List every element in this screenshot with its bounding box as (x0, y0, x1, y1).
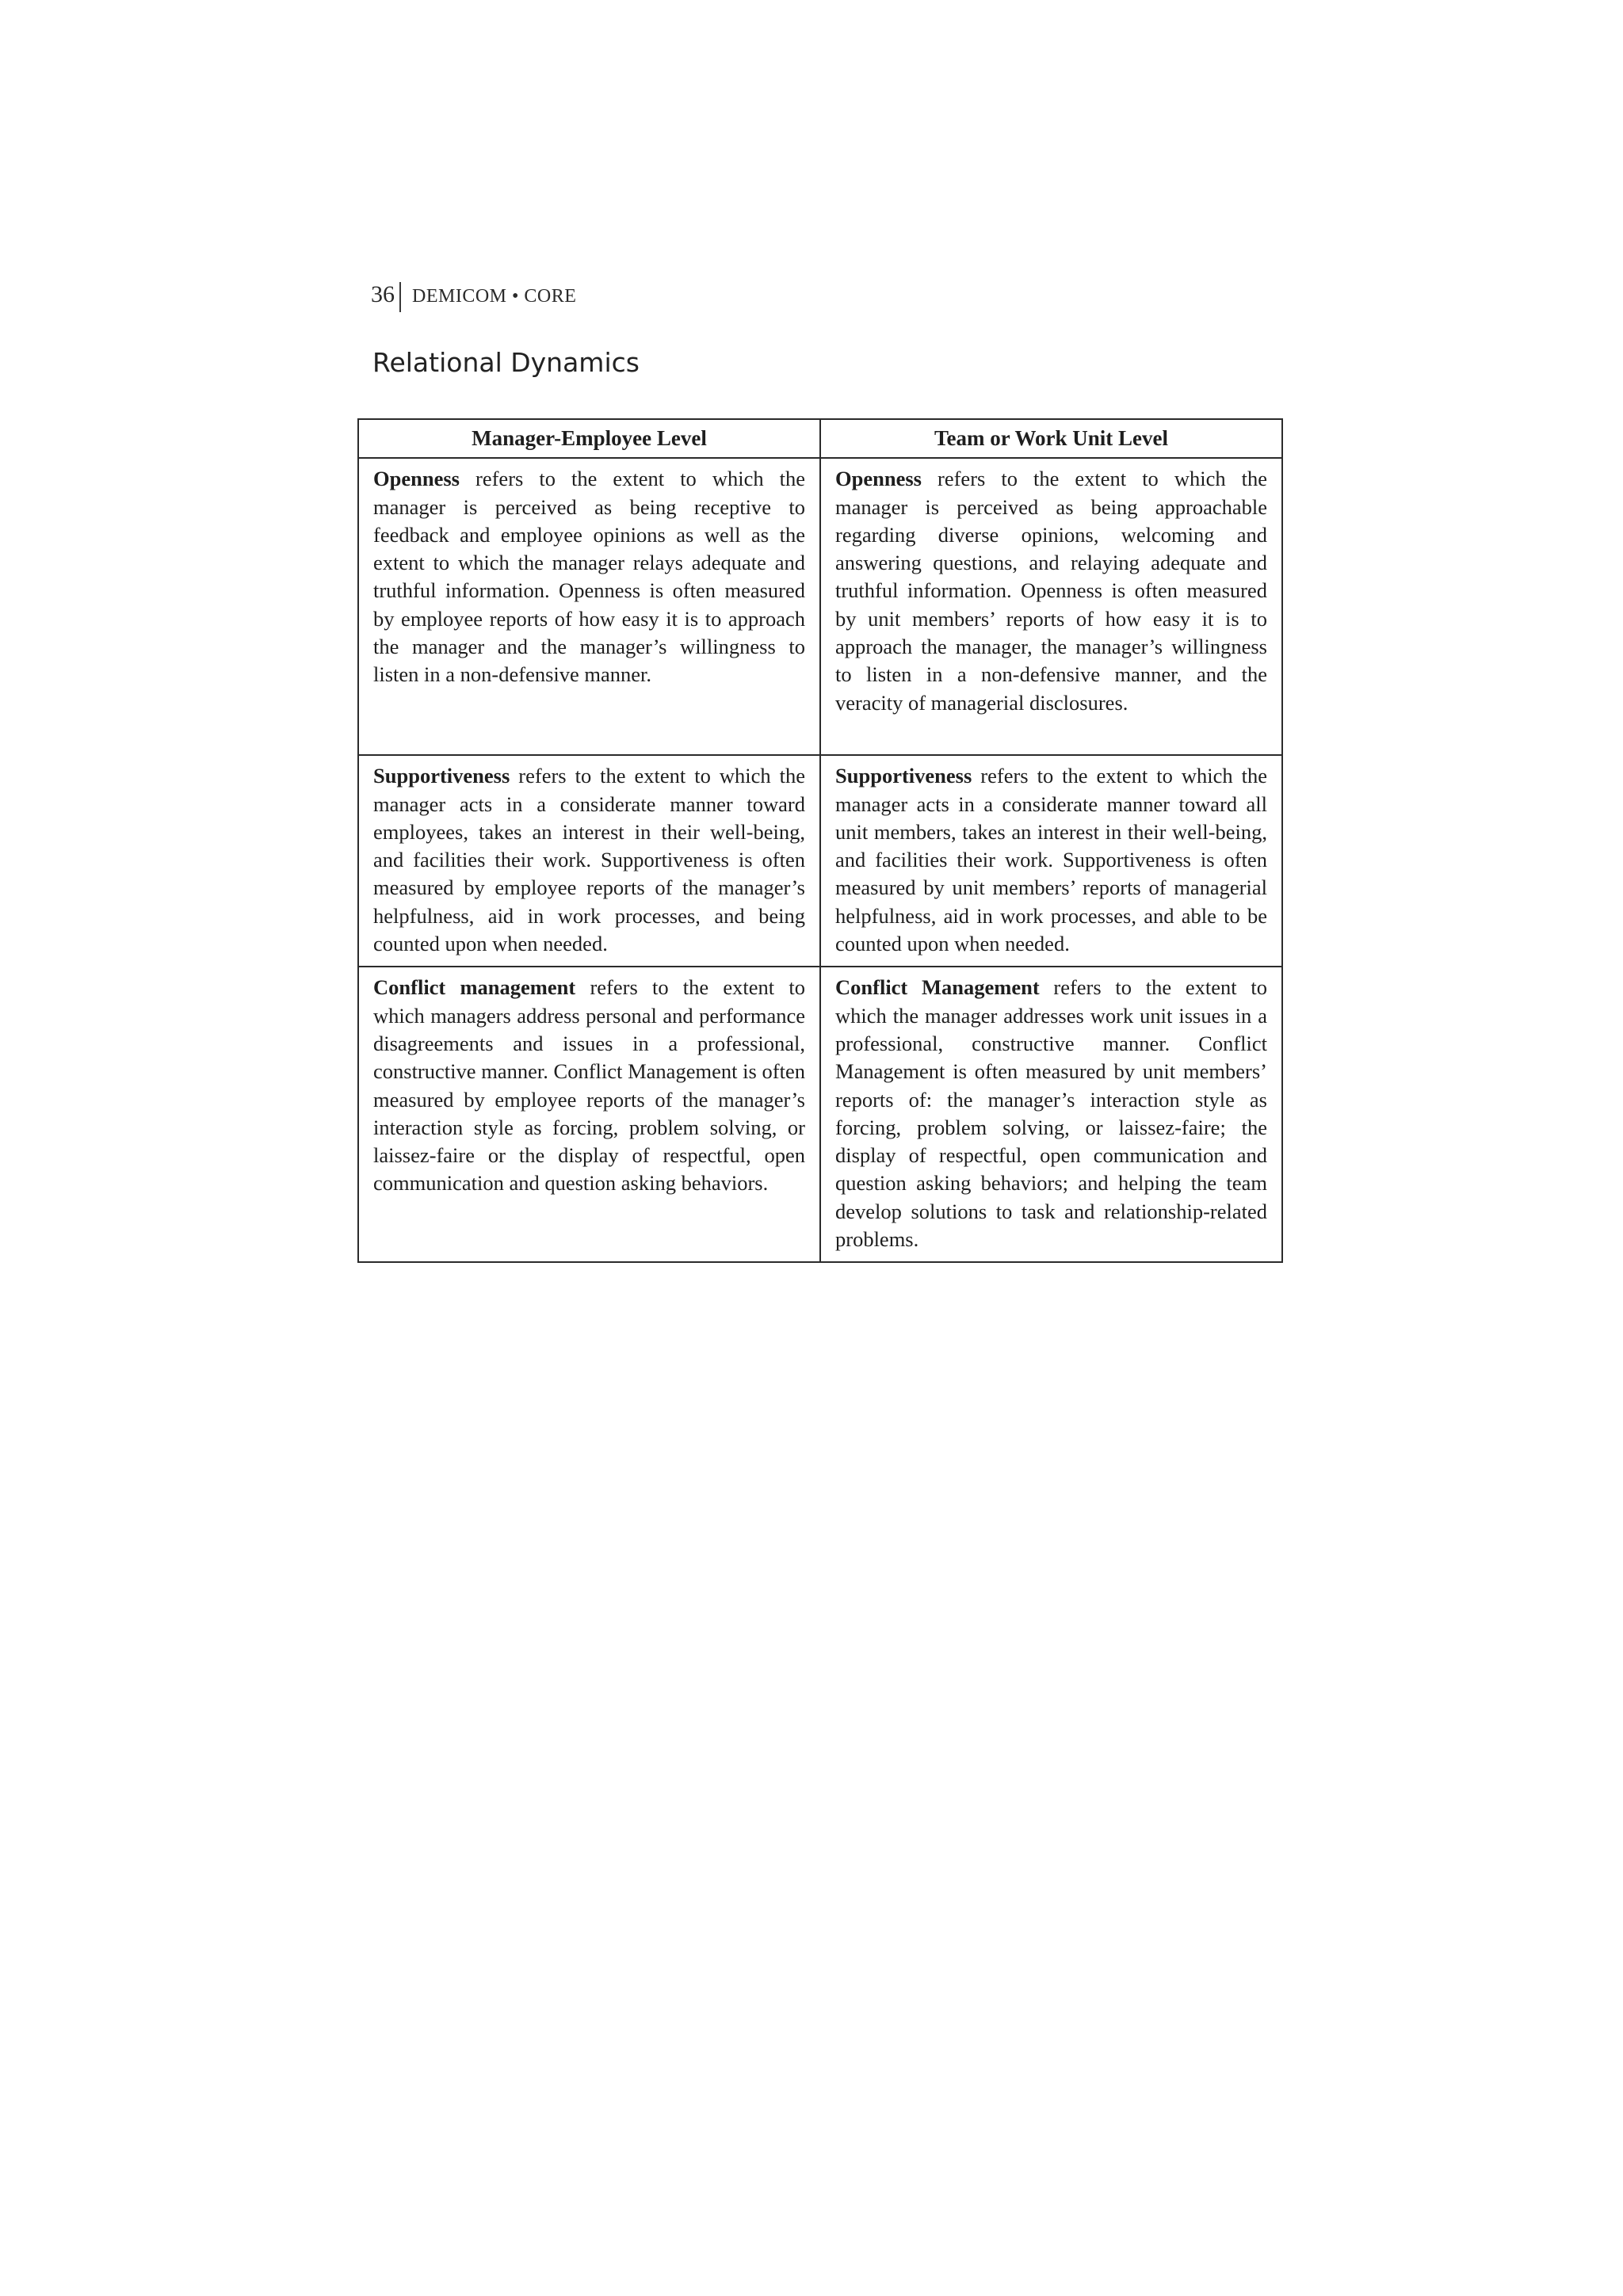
section-title: Relational Dynamics (372, 347, 640, 378)
term-label: Openness (373, 467, 460, 491)
journal-title: DEMICOM • CORE (412, 286, 577, 307)
openness-manager-employee-cell (358, 458, 820, 755)
term-label: Supportiveness (835, 764, 972, 788)
running-header (371, 281, 576, 313)
definition-text: refers to the extent to which managers address personal and performance disagreements and issues in a professional, constructive manner. Conflict Management is often measured by employee reports of the manager’s interaction style as forcing, problem solving, or laissez-faire or the display of respectful, open communication and question asking behaviors. (373, 975, 805, 1196)
column-header-manager-employee: Manager-Employee Level (358, 419, 820, 458)
term-label: Conflict Management (835, 975, 1040, 1000)
supportiveness-team-cell (820, 755, 1282, 967)
table-row (358, 755, 1282, 967)
table-row (358, 458, 1282, 755)
column-header-team-work-unit: Team or Work Unit Level (820, 419, 1282, 458)
term-label: Openness (835, 467, 922, 491)
definition-text: refers to the extent to which the manager is perceived as being receptive to feedback and employee opinions as well as the extent to which the manager relays adequate and truthful information. Openness is often measured by employee reports of how easy it is to approach the manager and the manager’s willingness to listen in a non-defensive manner. (373, 467, 805, 687)
header-divider (399, 282, 401, 312)
definition-text: refers to the extent to which the manager is perceived as being approachable regarding diverse opinions, welcoming and answering questions, and relaying adequate and truthful information. Openness is often measured by unit members’ reports of how easy it is to approach the manager, the manager’s willingness to listen in a non-defensive manner, and the veracity of managerial disclosures. (835, 467, 1267, 715)
term-label: Supportiveness (373, 764, 510, 788)
term-label: Conflict management (373, 975, 576, 1000)
definition-text: refers to the extent to which the manager acts in a considerate manner toward employees, takes an interest in their well-being, and facilities their work. Supportiveness is often measured by employee reports of the manager’s helpfulness, aid in work processes, and being counted upon when needed. (373, 764, 805, 956)
conflict-management-team-cell (820, 967, 1282, 1262)
relational-dynamics-table (357, 418, 1283, 1263)
table-row (358, 967, 1282, 1262)
definition-text: refers to the extent to which the manager acts in a considerate manner toward all unit members, takes an interest in their well-being, and facilities their work. Supportiveness is often measured by unit members’ reports of managerial helpfulness, aid in work processes, and able to be counted upon when needed. (835, 764, 1267, 956)
page-number: 36 (371, 281, 395, 307)
table-header-row (358, 419, 1282, 458)
conflict-management-manager-employee-cell (358, 967, 820, 1262)
supportiveness-manager-employee-cell (358, 755, 820, 967)
openness-team-cell (820, 458, 1282, 755)
definition-text: refers to the extent to which the manager addresses work unit issues in a professional, constructive manner. Conflict Management is often measured by unit members’ reports of: the manager’s interaction style as forcing, problem solving, or laissez-faire; the display of respectful, open communication and question asking behaviors; and helping the team develop solutions to task and relationship-related problems. (835, 975, 1267, 1252)
